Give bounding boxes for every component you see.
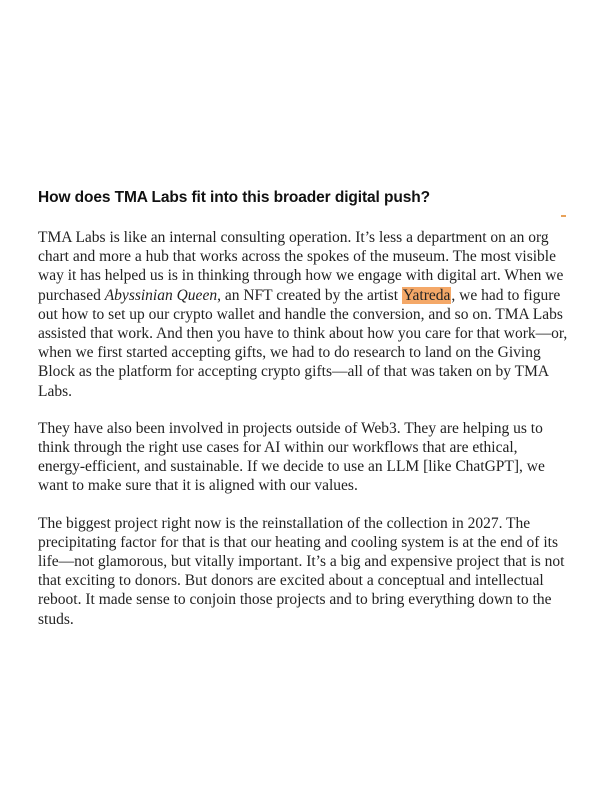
section-heading: How does TMA Labs fit into this broader digital push? — [38, 189, 430, 206]
paragraph-1 — [38, 228, 568, 401]
paragraph-1-text-b: , an NFT created by the artist — [217, 286, 402, 304]
paragraph-1-text-c: , we had to figure out how to set up our crypto wallet and handle the conversion, and so on. TMA Labs assisted that work. And then you have to think about how you care for that work—or, when we first started accepting gifts, we had to do research to land on the Giving Block as the platform for accepting crypto gifts—all of that was taken on by TMA Labs. — [38, 286, 568, 400]
paragraph-1-text-a: TMA Labs is like an internal consulting operation. It’s less a department on an org chart and more a hub that works across the spokes of the museum. The most visible way it has helped us is in thinking through how we engage with digital art. When we purchased — [38, 229, 564, 304]
highlighted-artist-name: Yatreda — [402, 286, 451, 304]
article-body — [38, 188, 568, 647]
paragraph-2: They have also been involved in projects outside of Web3. They are helping us to think through the right use cases for AI within our workflows that are ethical, energy-efficient, and sustainable. If we decide to use an LLM [like ChatGPT], we want to make sure that it is aligned with our values. — [38, 419, 545, 495]
paragraph-3: The biggest project right now is the reinstallation of the collection in 2027. The precipitating factor for that is that our heating and cooling system is at the end of its life—not glamorous, but vitally important. It’s a big and expensive project that is not that exciting to donors. But donors are excited about a conceptual and intellectual reboot. It made sense to conjoin those projects and to bring everything down to the studs. — [38, 514, 565, 628]
artwork-title: Abyssinian Queen — [104, 286, 218, 304]
